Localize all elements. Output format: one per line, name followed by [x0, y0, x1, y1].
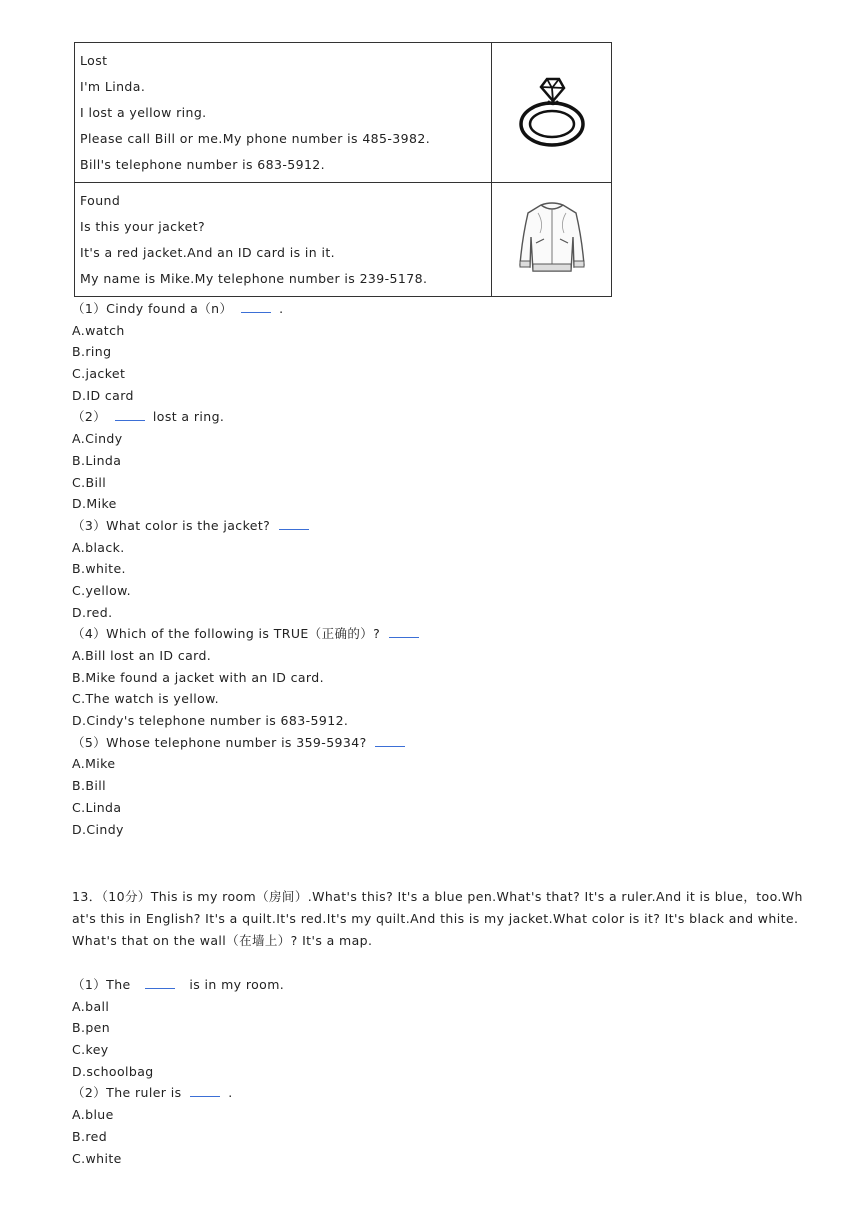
option: B.ring	[72, 344, 112, 360]
option: C.jacket	[72, 366, 126, 382]
option: B.pen	[72, 1020, 111, 1036]
option: A.Cindy	[72, 431, 123, 447]
option: A.black.	[72, 539, 125, 555]
option: A.ball	[72, 998, 110, 1014]
question-3	[72, 515, 832, 537]
question-13-2	[72, 1082, 832, 1104]
option: B.red	[72, 1128, 108, 1144]
option: A.Mike	[72, 756, 116, 772]
question-1	[72, 298, 832, 320]
answer-blank[interactable]	[115, 408, 145, 421]
found-notice-row	[75, 183, 612, 297]
question-4	[72, 623, 832, 645]
jacket-icon	[516, 199, 588, 277]
option: A.Bill lost an ID card.	[72, 648, 212, 663]
found-line: It's a red jacket.And an ID card is in it.	[80, 245, 336, 260]
question-suffix: is in my room.	[189, 977, 285, 992]
lost-notice-picture	[492, 43, 612, 183]
question-suffix: lost a ring.	[152, 409, 225, 425]
found-line: My name is Mike.My telephone number is 239-5178.	[80, 271, 428, 286]
reading-passage-13: 13．（10分）This is my room（房间）.What's this? It's a blue pen.What's that? It's a ruler.And it is blue，too.What's this in English? It's a quilt.It's red.It's my quilt.And this is my jacket.What color is it? It's black and white.What's that on the wall（在墙上）? It's a map.	[72, 889, 803, 948]
option: D.Mike	[72, 496, 117, 512]
option: C.key	[72, 1042, 109, 1058]
option: D.red.	[72, 604, 113, 620]
found-line: Is this your jacket?	[80, 219, 206, 234]
answer-blank[interactable]	[190, 1084, 220, 1097]
question-suffix: .	[228, 1085, 233, 1101]
option: D.Cindy	[72, 821, 124, 837]
lost-line: Bill's telephone number is 683-5912.	[80, 157, 326, 172]
question-text: （1）Cindy found a（n）	[72, 301, 233, 316]
answer-blank[interactable]	[375, 734, 405, 747]
answer-blank[interactable]	[241, 300, 271, 313]
option: B.Linda	[72, 452, 122, 468]
lost-line: I'm Linda.	[80, 79, 146, 94]
ring-icon	[512, 71, 592, 151]
option: D.schoolbag	[72, 1063, 154, 1079]
lost-notice-text	[75, 43, 492, 183]
question-text: （2）	[72, 409, 107, 425]
question-text: （2）The ruler is	[72, 1085, 182, 1101]
option: D.ID card	[72, 387, 134, 403]
question-suffix: .	[279, 301, 284, 316]
question-text: （1）The	[72, 977, 131, 992]
question-group-13	[72, 974, 832, 1169]
option: D.Cindy's telephone number is 683-5912.	[72, 713, 349, 729]
lost-line: I lost a yellow ring.	[80, 105, 207, 120]
found-notice-text	[75, 183, 492, 297]
option: C.Linda	[72, 799, 122, 815]
question-2	[72, 406, 832, 428]
lost-found-table	[74, 42, 612, 297]
lost-line: Lost	[80, 53, 108, 68]
option: A.watch	[72, 322, 125, 338]
question-group-12	[72, 298, 832, 840]
answer-blank[interactable]	[279, 517, 309, 530]
found-notice-picture	[492, 183, 612, 297]
question-5	[72, 732, 832, 754]
answer-blank[interactable]	[389, 625, 419, 638]
question-13-1	[72, 974, 832, 996]
lost-line: Please call Bill or me.My phone number is 485-3982.	[80, 131, 431, 146]
answer-blank[interactable]	[145, 976, 175, 989]
question-text: （5）Whose telephone number is 359-5934?	[72, 734, 367, 750]
option: B.white.	[72, 561, 126, 577]
option: A.blue	[72, 1107, 114, 1123]
option: C.yellow.	[72, 582, 132, 598]
question-text: （3）What color is the jacket?	[72, 517, 271, 533]
option: B.Mike found a jacket with an ID card.	[72, 669, 324, 685]
option: C.Bill	[72, 474, 107, 490]
option: B.Bill	[72, 778, 106, 794]
option: C.The watch is yellow.	[72, 691, 219, 707]
lost-notice-row	[75, 43, 612, 183]
found-line: Found	[80, 193, 121, 208]
option: C.white	[72, 1150, 122, 1166]
question-text: （4）Which of the following is TRUE（正确的）?	[72, 626, 381, 642]
